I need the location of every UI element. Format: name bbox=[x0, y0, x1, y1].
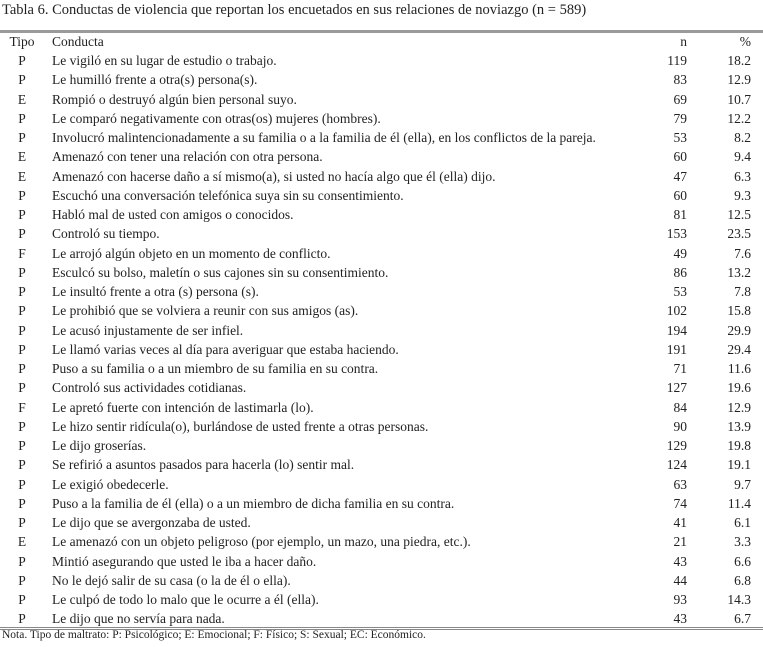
table-row bbox=[0, 513, 763, 532]
table-row bbox=[0, 436, 763, 455]
table-row bbox=[0, 224, 763, 243]
table-row bbox=[0, 475, 763, 494]
table-row bbox=[0, 532, 763, 551]
header-percent: % bbox=[739, 34, 751, 49]
cell-percent: 6.6 bbox=[734, 553, 751, 569]
cell-tipo: P bbox=[18, 341, 26, 357]
cell-percent: 19.1 bbox=[727, 457, 751, 473]
cell-tipo: P bbox=[18, 322, 26, 338]
cell-conducta: Le vigiló en su lugar de estudio o trabajo. bbox=[52, 53, 277, 68]
cell-percent: 8.2 bbox=[734, 130, 751, 145]
cell-n: 83 bbox=[673, 72, 687, 88]
table-row bbox=[0, 455, 763, 474]
cell-percent: 18.2 bbox=[727, 53, 751, 68]
cell-conducta: Puso a la familia de él (ella) o a un miembro de dicha familia en su contra. bbox=[52, 495, 455, 511]
cell-n: 102 bbox=[666, 303, 687, 319]
cell-conducta: Le acusó injustamente de ser infiel. bbox=[52, 322, 244, 338]
cell-tipo: P bbox=[18, 207, 26, 222]
table-row bbox=[0, 417, 763, 436]
cell-conducta: Le dijo groserías. bbox=[52, 438, 147, 453]
cell-n: 153 bbox=[666, 226, 687, 242]
table-row bbox=[0, 609, 763, 628]
cell-percent: 9.7 bbox=[734, 476, 751, 492]
cell-conducta: Le amenazó con un objeto peligroso (por ejemplo, un mazo, una piedra, etc.). bbox=[52, 534, 471, 550]
cell-conducta: Esculcó su bolso, maletín o sus cajones sin su consentimiento. bbox=[52, 264, 389, 280]
cell-tipo: P bbox=[18, 515, 26, 530]
cell-tipo: E bbox=[17, 534, 27, 550]
table-header-row bbox=[0, 33, 763, 51]
cell-percent: 29.4 bbox=[727, 341, 751, 357]
cell-tipo: P bbox=[18, 284, 26, 299]
cell-tipo: P bbox=[18, 53, 26, 68]
table-row bbox=[0, 244, 763, 263]
cell-n: 53 bbox=[673, 130, 687, 145]
cell-conducta: No le dejó salir de su casa (o la de él o ella). bbox=[52, 572, 291, 588]
cell-n: 124 bbox=[666, 457, 687, 473]
cell-percent: 12.9 bbox=[727, 399, 751, 415]
cell-tipo: P bbox=[18, 553, 26, 569]
cell-n: 43 bbox=[673, 611, 687, 627]
cell-percent: 12.5 bbox=[727, 207, 751, 222]
cell-tipo: P bbox=[18, 611, 26, 627]
cell-tipo: P bbox=[18, 592, 26, 607]
cell-tipo: P bbox=[18, 187, 26, 203]
cell-tipo: P bbox=[18, 110, 26, 126]
cell-conducta: Le hizo sentir ridícula(o), burlándose de usted frente a otras personas. bbox=[52, 418, 429, 434]
cell-percent: 9.4 bbox=[734, 149, 751, 165]
cell-tipo: P bbox=[18, 303, 26, 319]
cell-conducta: Le arrojó algún objeto en un momento de conflicto. bbox=[52, 245, 331, 261]
cell-n: 119 bbox=[667, 53, 687, 68]
cell-percent: 12.2 bbox=[727, 110, 751, 126]
cell-tipo: E bbox=[17, 168, 27, 184]
cell-tipo: P bbox=[18, 572, 26, 588]
cell-percent: 13.9 bbox=[727, 418, 751, 434]
cell-n: 71 bbox=[673, 361, 687, 376]
cell-conducta: Le comparó negativamente con otras(os) mujeres (hombres). bbox=[52, 110, 381, 126]
cell-n: 60 bbox=[673, 187, 687, 203]
cell-conducta: Escuchó una conversación telefónica suya sin su consentimiento. bbox=[52, 187, 404, 203]
cell-n: 191 bbox=[666, 341, 687, 357]
table-row bbox=[0, 109, 763, 128]
cell-conducta: Amenazó con tener una relación con otra persona. bbox=[52, 149, 323, 165]
cell-tipo: P bbox=[18, 476, 26, 492]
cell-percent: 6.7 bbox=[734, 611, 751, 627]
cell-n: 53 bbox=[673, 284, 687, 299]
cell-n: 63 bbox=[673, 476, 687, 492]
cell-tipo: P bbox=[18, 495, 26, 511]
cell-tipo: F bbox=[18, 399, 26, 415]
cell-tipo: F bbox=[18, 245, 26, 261]
table-row bbox=[0, 263, 763, 282]
cell-n: 129 bbox=[666, 438, 687, 453]
cell-tipo: P bbox=[18, 226, 26, 242]
cell-percent: 9.3 bbox=[734, 187, 751, 203]
table-row bbox=[0, 205, 763, 224]
cell-percent: 23.5 bbox=[727, 226, 751, 242]
cell-percent: 11.4 bbox=[727, 495, 751, 511]
cell-conducta: Le dijo que se avergonzaba de usted. bbox=[52, 515, 251, 530]
cell-conducta: Involucró malintencionadamente a su familia o a la familia de él (ella), en los conflictos de la pareja. bbox=[52, 130, 596, 145]
cell-percent: 7.8 bbox=[734, 284, 751, 299]
cell-tipo: P bbox=[18, 438, 26, 453]
cell-tipo: E bbox=[17, 149, 27, 165]
cell-tipo: P bbox=[18, 72, 26, 88]
cell-percent: 19.6 bbox=[727, 380, 751, 396]
cell-n: 49 bbox=[673, 245, 687, 261]
cell-conducta: Le humilló frente a otra(s) persona(s). bbox=[52, 72, 258, 88]
cell-conducta: Le llamó varias veces al día para averiguar que estaba haciendo. bbox=[52, 341, 399, 357]
cell-tipo: P bbox=[18, 264, 26, 280]
cell-percent: 6.1 bbox=[734, 515, 751, 530]
table-row bbox=[0, 590, 763, 609]
table-row bbox=[0, 51, 763, 70]
cell-conducta: Rompió o destruyó algún bien personal suyo. bbox=[52, 91, 297, 107]
cell-percent: 3.3 bbox=[734, 534, 751, 550]
cell-n: 44 bbox=[673, 572, 687, 588]
table-row bbox=[0, 70, 763, 89]
table-row bbox=[0, 186, 763, 205]
cell-tipo: P bbox=[18, 418, 26, 434]
table-row bbox=[0, 494, 763, 513]
table-row bbox=[0, 398, 763, 417]
cell-percent: 7.6 bbox=[734, 245, 751, 261]
cell-conducta: Le culpó de todo lo malo que le ocurre a él (ella). bbox=[52, 592, 319, 607]
cell-n: 69 bbox=[673, 91, 687, 107]
cell-n: 21 bbox=[673, 534, 687, 550]
cell-percent: 6.8 bbox=[734, 572, 751, 588]
cell-n: 41 bbox=[673, 515, 687, 530]
behaviors-table bbox=[0, 33, 763, 629]
cell-conducta: Habló mal de usted con amigos o conocidos. bbox=[52, 207, 294, 222]
table-row bbox=[0, 571, 763, 590]
cell-conducta: Le apretó fuerte con intención de lastimarla (lo). bbox=[52, 399, 314, 415]
cell-conducta: Controló sus actividades cotidianas. bbox=[52, 380, 247, 396]
cell-tipo: P bbox=[18, 361, 26, 376]
table-row bbox=[0, 167, 763, 186]
table-row bbox=[0, 340, 763, 359]
cell-conducta: Mintió asegurando que usted le iba a hacer daño. bbox=[52, 553, 317, 569]
table-title: Tabla 6. Conductas de violencia que reportan los encuetados en sus relaciones de noviazgo (n = 589) bbox=[2, 2, 587, 18]
table-row bbox=[0, 147, 763, 166]
cell-percent: 15.8 bbox=[727, 303, 751, 319]
header-tipo: Tipo bbox=[9, 34, 35, 49]
cell-n: 194 bbox=[666, 322, 687, 338]
cell-conducta: Le prohibió que se volviera a reunir con sus amigos (as). bbox=[52, 303, 359, 319]
cell-n: 60 bbox=[673, 149, 687, 165]
cell-tipo: P bbox=[18, 130, 26, 145]
cell-n: 43 bbox=[673, 553, 687, 569]
cell-percent: 13.2 bbox=[727, 264, 751, 280]
header-conducta: Conducta bbox=[52, 34, 104, 49]
cell-conducta: Se refirió a asuntos pasados para hacerla (lo) sentir mal. bbox=[52, 457, 355, 473]
cell-conducta: Le insultó frente a otra (s) persona (s). bbox=[52, 284, 259, 299]
table-row bbox=[0, 90, 763, 109]
cell-tipo: E bbox=[17, 91, 27, 107]
cell-n: 86 bbox=[673, 264, 687, 280]
header-n: n bbox=[680, 34, 687, 49]
cell-percent: 19.8 bbox=[727, 438, 751, 453]
cell-n: 47 bbox=[673, 168, 687, 184]
table-row bbox=[0, 301, 763, 320]
table-row bbox=[0, 321, 763, 340]
cell-conducta: Le exigió obedecerle. bbox=[52, 476, 169, 492]
table-row bbox=[0, 282, 763, 301]
cell-n: 93 bbox=[673, 592, 687, 607]
table-row bbox=[0, 128, 763, 147]
cell-n: 84 bbox=[673, 399, 687, 415]
cell-percent: 12.9 bbox=[727, 72, 751, 88]
cell-n: 127 bbox=[666, 380, 687, 396]
cell-n: 81 bbox=[673, 207, 687, 222]
cell-n: 90 bbox=[673, 418, 687, 434]
cell-percent: 6.3 bbox=[734, 168, 751, 184]
table-note: Nota. Tipo de maltrato: P: Psicológico; E: Emocional; F: Físico; S: Sexual; EC: Económico. bbox=[2, 629, 426, 641]
table-row bbox=[0, 552, 763, 571]
cell-percent: 29.9 bbox=[727, 322, 751, 338]
cell-tipo: P bbox=[18, 380, 26, 396]
cell-conducta: Controló su tiempo. bbox=[52, 226, 160, 242]
cell-tipo: P bbox=[18, 457, 26, 473]
table-row bbox=[0, 359, 763, 378]
cell-conducta: Puso a su familia o a un miembro de su familia en su contra. bbox=[52, 361, 379, 376]
cell-conducta: Le dijo que no servía para nada. bbox=[52, 611, 225, 627]
cell-conducta: Amenazó con hacerse daño a sí mismo(a), si usted no hacía algo que él (ella) dijo. bbox=[52, 168, 496, 184]
cell-n: 74 bbox=[673, 495, 687, 511]
cell-percent: 11.6 bbox=[727, 361, 751, 376]
cell-percent: 14.3 bbox=[727, 592, 751, 607]
cell-percent: 10.7 bbox=[727, 91, 751, 107]
table-row bbox=[0, 378, 763, 397]
cell-n: 79 bbox=[673, 110, 687, 126]
